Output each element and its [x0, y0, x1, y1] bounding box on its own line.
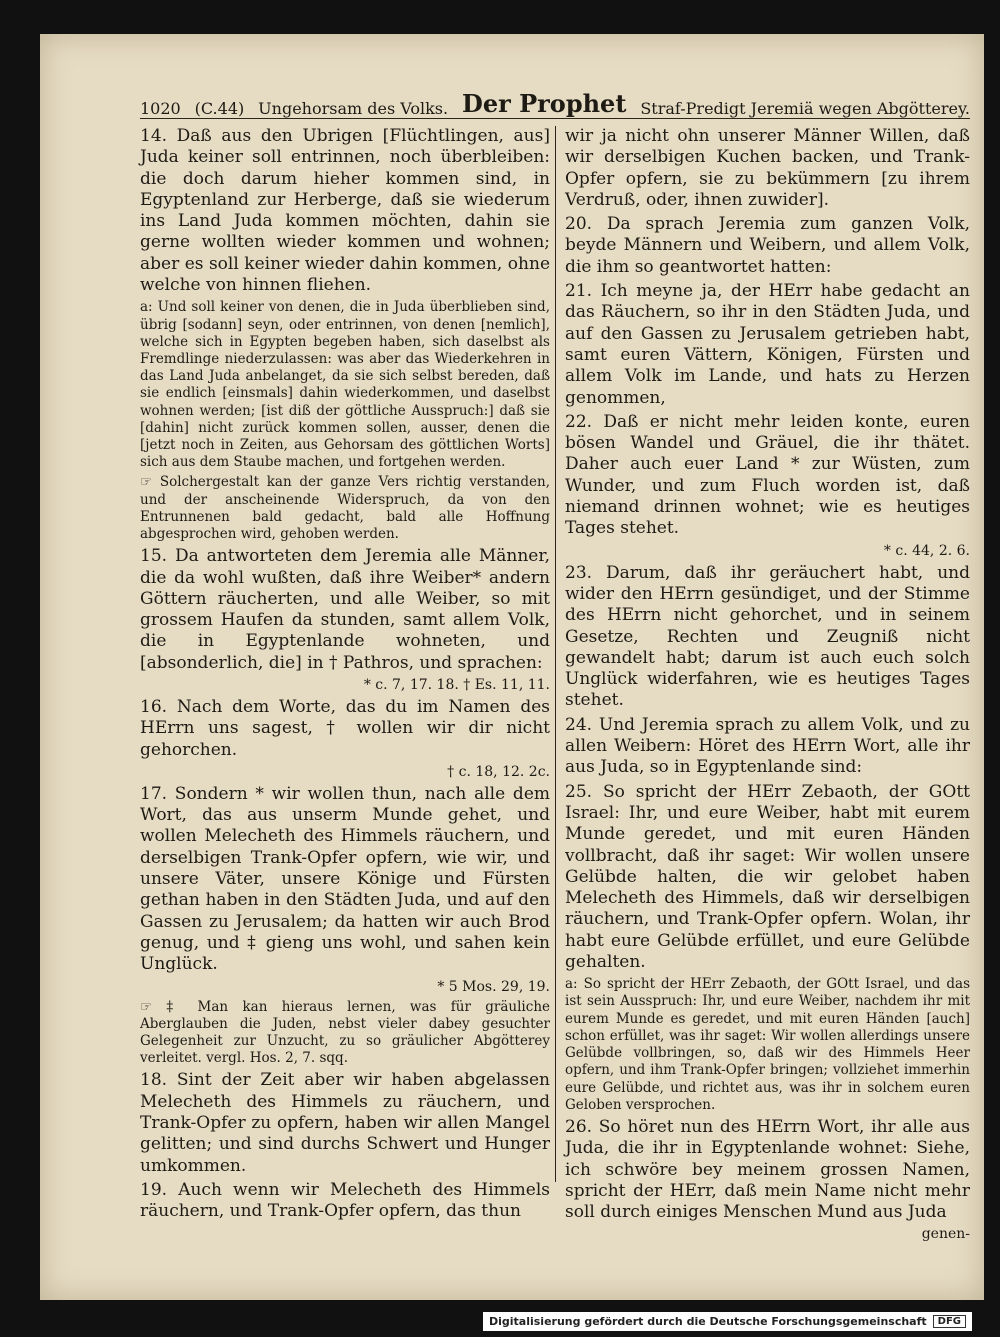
verse-15: 15. Da antworteten dem Jeremia alle Männer, die da wohl wußten, daß ihre Weiber* andern Göttern räucherten, und alle Weiber, so mit grossem Haufen da stunden, samt allem Volk, die in Egyptenlande wohneten, und [absonderlich, die] in † Pathros, und sprachen:: [140, 546, 550, 673]
ref-17: * 5 Mos. 29, 19.: [437, 978, 550, 995]
page-number: 1020: [140, 99, 181, 118]
ref-15: * c. 7, 17. 18. † Es. 11, 11.: [363, 677, 550, 693]
left-running-head: Ungehorsam des Volks.: [258, 99, 449, 118]
verse-22: 22. Daß er nicht mehr leiden konte, euren bösen Wandel und Gräuel, die ihr thätet. Daher auch euer Land * zur Wüsten, zum Wunder, und zum Fluch worden ist, daß niemand drinnen wohnet; wie es heutiges Tages stehet.: [565, 411, 970, 539]
running-header: [140, 84, 970, 119]
verse-19: 19. Auch wenn wir Melecheth des Himmels räuchern, und Trank-Opfer opfern, das thun: [140, 1179, 550, 1222]
verse-20: 20. Da sprach Jeremia zum ganzen Volk, beyde Männern und Weibern, und allem Volk, die ihm so geantwortet hatten:: [565, 214, 970, 277]
chapter-label: (C.44): [194, 99, 245, 118]
catchword: genen-: [921, 1226, 970, 1243]
credit-text: Digitalisierung gefördert durch die Deutsche Forschungsgemeinschaft: [488, 1315, 927, 1328]
verse-17: 17. Sondern * wir wollen thun, nach alle dem Wort, das aus unserm Munde gehet, und wollen Melecheth des Himmels räuchern, und derselbigen Trank-Opfer opfern, wie wir, und unsere Väter, unsere Könige und Fürsten gethan haben in den Städten Juda, und auf den Gassen zu Jerusalem; da hatten wir auch Brod genug, und ‡ gieng uns wohl, und sahen kein Unglück.: [140, 783, 550, 975]
scanned-page: [40, 34, 984, 1300]
verse-19-cont: wir ja nicht ohn unserer Männer Willen, daß wir derselbigen Kuchen backen, und Trank-Opfer opfern, sie zu bekümmern [zu ihrem Verdruß, oder, ihnen zuwider].: [565, 126, 970, 210]
note-25: a: So spricht der HErr Zebaoth, der GOtt Israel, und das ist sein Ausspruch: Ihr, und eure Weiber, nachdem ihr mit eurem Munde es geredet, und mit euren Händen [auch] schon erfüllet, was ihr saget: Wir wollen allerdings unsere Gelübde vollbringen, so, daß wir des Himmels Heer opfern, und ihm Trank-Opfer bringen; vollziehet immerhin eure Gelübde, und richtet aus, was ihr in solchem euren Geloben versprochen.: [565, 976, 970, 1113]
verse-23: 23. Darum, daß ihr geräuchert habt, und wider den HErrn gesündiget, und der Stimme des HErrn nicht gehorchet, und in seinem Gesetze, Rechten und Zeugniß nicht gewandelt habt; darum ist auch euch solch Unglück widerfahren, wie es heutiges Tages stehet.: [565, 562, 970, 711]
dfg-logo: DFG: [933, 1315, 966, 1328]
verse-14: 14. Daß aus den Ubrigen [Flüchtlingen, aus] Juda keiner soll entrinnen, noch überbleiben: die doch darum hieher kommen sind, in Egyptenland zur Herberge, daß sie wiederum ins Land Juda kommen möchten, dahin sie gerne wollten wieder kommen und wohnen; aber es soll keiner wieder dahin kommen, ohne welche von hinnen fliehen.: [140, 126, 550, 296]
right-running-head: Straf-Predigt Jeremiä wegen Abgötterey.: [640, 99, 970, 118]
note-14b: ☞ Solchergestalt kan der ganze Vers richtig verstanden, und der anscheinende Widerspruch, da von den Entrunnenen bald gedacht, bald alle Hoffnung abgesprochen wird, gehoben werden.: [140, 474, 550, 543]
verse-26: 26. So höret nun des HErrn Wort, ihr alle aus Juda, die ihr in Egyptenlande wohnet: Siehe, ich schwöre bey meinem grossen Namen, spricht der HErr, daß mein Name nicht mehr soll durch einiges Menschen Mund aus Juda: [565, 1116, 970, 1223]
note-17: ☞ ‡ Man kan hieraus lernen, was für gräuliche Aberglauben die Juden, nebst vieler dabey gesuchter Gelegenheit zur Unzucht, zu so gräulicher Abgötterey verleitet. vergl. Hos. 2, 7. sqq.: [140, 998, 550, 1067]
verse-24: 24. Und Jeremia sprach zu allem Volk, und zu allen Weibern: Höret des HErrn Wort, alle ihr aus Juda, so in Egyptenlande sind:: [565, 714, 970, 778]
ref-22: * c. 44, 2. 6.: [883, 542, 970, 559]
ref-16: † c. 18, 12. 2c.: [447, 763, 550, 780]
page-title: Der Prophet: [462, 89, 627, 118]
verse-16: 16. Nach dem Worte, das du im Namen des HErrn uns sagest, † wollen wir dir nicht gehorchen.: [140, 697, 550, 760]
digitization-credit: [483, 1312, 972, 1331]
right-column: [565, 126, 970, 1243]
verse-18: 18. Sint der Zeit aber wir haben abgelassen Melecheth des Himmels zu räuchern, und Trank-Opfer zu opfern, haben wir allen Mangel gelitten; und sind durchs Schwert und Hunger umkommen.: [140, 1070, 550, 1176]
verse-21: 21. Ich meyne ja, der HErr habe gedacht an das Räuchern, so ihr in den Städten Juda, und auf den Gassen zu Jerusalem getrieben habt, samt euren Vättern, Königen, Fürsten und allem Volk im Lande, und hats zu Herzen genommen,: [565, 281, 970, 408]
note-14a: a: Und soll keiner von denen, die in Juda überblieben sind, übrig [sodann] seyn, oder entrinnen, von denen [nemlich], welche sich in Egypten begeben haben, sich daselbst als Fremdlinge niederzulassen: was aber das Wiederkehren in das Land Juda anbelanget, da sie sich selbst bereden, daß sie endlich [einsmals] dahin wiederkommen, und daselbst wohnen werden; [ist diß der göttliche Ausspruch:] daß sie [dahin] nicht zurück kommen sollen, ausser, denen die [jetzt noch in Zeiten, aus Gehorsam des göttlichen Worts] sich aus dem Staube machen, und fortgehen werden.: [140, 299, 550, 471]
column-divider: [555, 126, 556, 1182]
left-column: [140, 126, 550, 1222]
verse-25: 25. So spricht der HErr Zebaoth, der GOtt Israel: Ihr, und eure Weiber, habt mit eurem Munde geredet, und mit euren Händen vollbracht, daß ihr saget: Wir wollen unsere Gelübde halten, die wir gelobet haben Melecheth des Himmels, daß wir derselbigen räuchern, und Trank-Opfer opfern. Wolan, ihr habt eure Gelübde erfüllet, und eure Gelübde gehalten.: [565, 781, 970, 972]
